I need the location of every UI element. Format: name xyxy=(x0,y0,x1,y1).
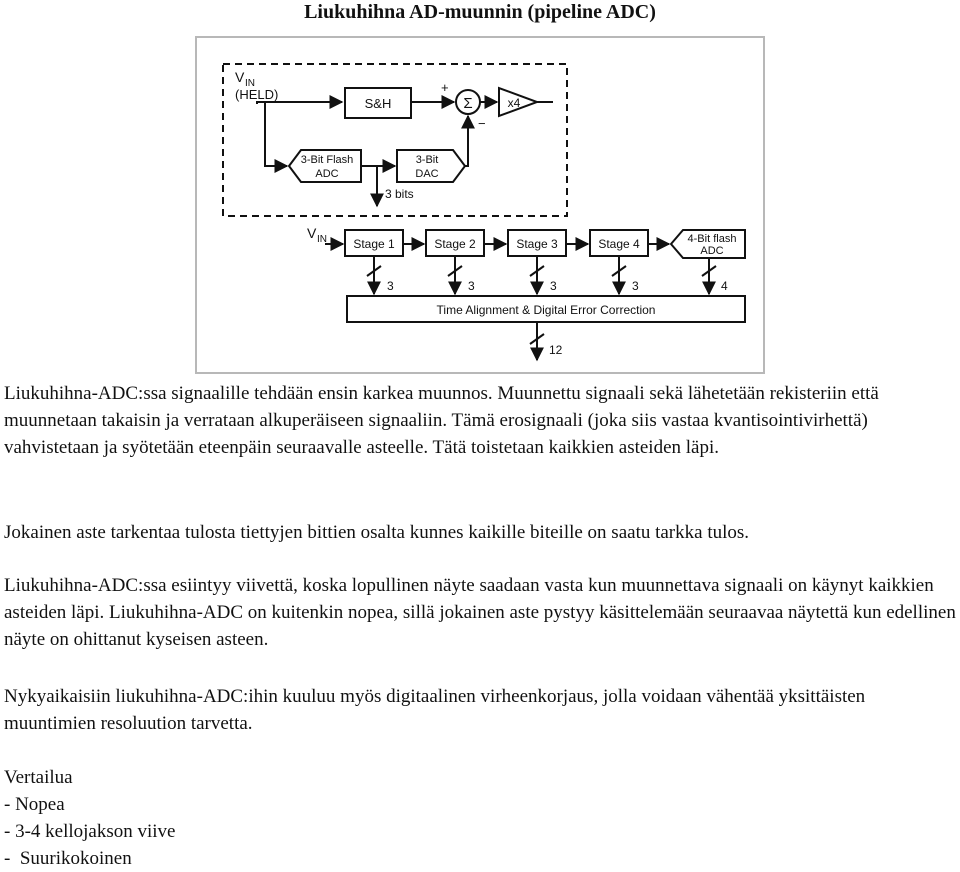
vin-held-sub: IN xyxy=(245,78,255,89)
dac-to-sum-line xyxy=(465,116,468,166)
paragraph-4: Nykyaikaisiin liukuhihna-ADC:ihin kuuluu myös digitaalinen virheenkorjaus, jolla voidaan vähentää yksittäisten muuntimien resoluution tarvetta. xyxy=(4,686,866,734)
paragraph-2: Jokainen aste tarkentaa tulosta tiettyjen bittien osalta kunnes kaikille biteille on saatu tarkka tulos. xyxy=(4,522,750,543)
vin-held-v: V xyxy=(235,69,245,85)
page-title: Liukuhihna AD-muunnin (pipeline ADC) xyxy=(304,1,656,23)
minus-sign: − xyxy=(478,116,486,131)
bus-2-width: 3 xyxy=(468,279,475,293)
sh-label: S&H xyxy=(364,96,392,111)
flash-adc-label-2: ADC xyxy=(315,168,339,180)
comparison-list xyxy=(4,764,176,872)
flash-adc-label-1: 3-Bit Flash xyxy=(300,154,354,166)
bus-5-width: 4 xyxy=(721,279,728,293)
pipeline-adc-diagram xyxy=(195,36,765,374)
final-flash-label-2: ADC xyxy=(700,245,724,257)
pipeline-adc-diagram-svg xyxy=(197,38,763,372)
vin-to-sh-line xyxy=(257,102,342,104)
comparison-heading: Vertailua xyxy=(4,767,73,788)
vin-main-sub: IN xyxy=(317,234,327,245)
list-item: - Suurikokoinen xyxy=(4,848,132,869)
output-width: 12 xyxy=(549,343,563,357)
bus-3-width: 3 xyxy=(550,279,557,293)
final-flash-label-1: 4-Bit flash xyxy=(687,233,737,245)
alignment-label: Time Alignment & Digital Error Correction xyxy=(436,303,656,317)
plus-sign: + xyxy=(441,80,449,95)
stage-3-label: Stage 3 xyxy=(516,237,558,251)
stage-1-label: Stage 1 xyxy=(353,237,395,251)
bus-1-width: 3 xyxy=(387,279,394,293)
vin-held-label: (HELD) xyxy=(235,87,279,102)
bus-4-width: 3 xyxy=(632,279,639,293)
gain-label: x4 xyxy=(507,96,521,110)
dac-label-1: 3-Bit xyxy=(415,154,439,166)
vin-main-v: V xyxy=(307,225,317,241)
stage-4-label: Stage 4 xyxy=(598,237,640,251)
paragraph-3: Liukuhihna-ADC:ssa esiintyy viivettä, koska lopullinen näyte saadaan vasta kun muunnettava signaali on käynyt kaikkien asteiden läpi. Liukuhihna-ADC on kuitenkin nopea, sillä jokainen aste pystyy käsittelemään seuraavaa näytettä kun edellinen näyte on ohittanut kyseisen asteen. xyxy=(4,575,956,650)
list-item: - 3-4 kellojakson viive xyxy=(4,821,176,842)
vin-to-flash-line xyxy=(265,102,287,166)
stage-2-label: Stage 2 xyxy=(434,237,476,251)
paragraph-1: Liukuhihna-ADC:ssa signaalille tehdään ensin karkea muunnos. Muunnettu signaali sekä lähetetään rekisteriin että muunnetaan takaisin ja verrataan alkuperäiseen signaaliin. Tämä erosignaali (joka siis vastaa kvantisointivirhettä) vahvistetaan ja syötetään eteenpäin seuraavalle asteelle. Tätä toistetaan kaikkien asteiden läpi. xyxy=(4,383,879,458)
sigma-symbol: Σ xyxy=(463,95,473,112)
three-bits-label: 3 bits xyxy=(385,187,414,201)
list-item: - Nopea xyxy=(4,794,65,815)
bus-lines xyxy=(367,256,716,294)
dac-label-2: DAC xyxy=(415,168,439,180)
